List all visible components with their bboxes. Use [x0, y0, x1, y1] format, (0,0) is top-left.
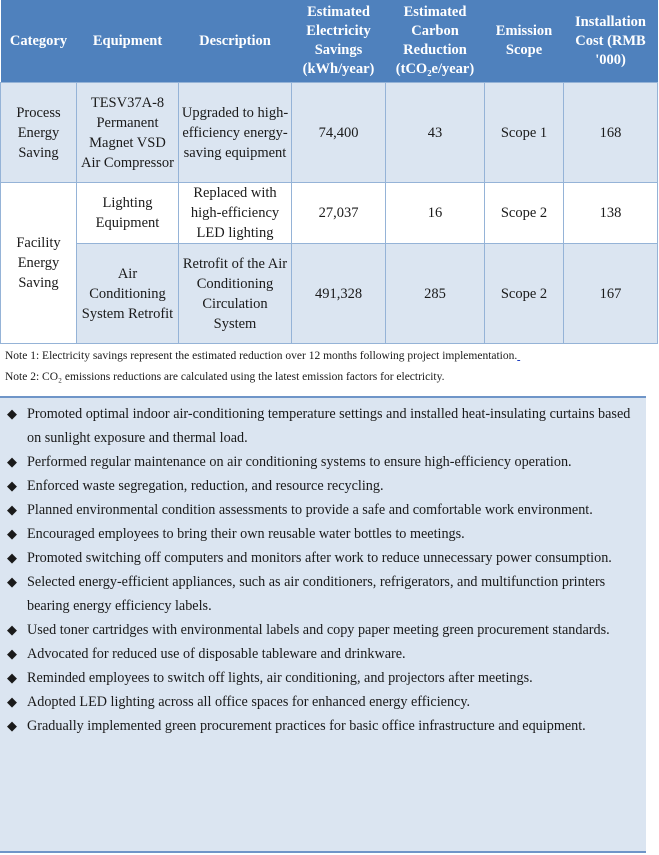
- header-category: Category: [1, 0, 77, 83]
- category-cell: Process Energy Saving: [1, 83, 77, 183]
- list-item-text: Used toner cartridges with environmental labels and copy paper meeting green procurement standards.: [27, 622, 610, 638]
- diamond-bullet-icon: ◆: [7, 406, 17, 421]
- diamond-bullet-icon: ◆: [7, 454, 17, 469]
- diamond-bullet-icon: ◆: [7, 694, 17, 709]
- list-item-text: Planned environmental condition assessments to provide a safe and comfortable work environment.: [27, 502, 593, 518]
- equipment-cell: Air Conditioning System Retrofit: [77, 244, 179, 344]
- list-item-text: Adopted LED lighting across all office spaces for enhanced energy efficiency.: [27, 694, 471, 710]
- header-equipment: Equipment: [77, 0, 179, 83]
- diamond-bullet-icon: ◆: [7, 502, 17, 517]
- list-item: [7, 618, 646, 642]
- diamond-bullet-icon: ◆: [7, 526, 17, 541]
- note-2: Note 2: CO₂ emissions reductions are calculated using the latest emission factors for electricity.: [5, 371, 445, 383]
- list-item: [7, 666, 646, 690]
- list-item-text: Encouraged employees to bring their own reusable water bottles to meetings.: [27, 526, 465, 542]
- initiatives-box: [0, 396, 646, 853]
- electricity-savings-cell: 27,037: [292, 183, 386, 244]
- header-emission-scope: Emission Scope: [485, 0, 564, 83]
- list-item: [7, 450, 646, 474]
- table-row: [1, 83, 658, 183]
- electricity-savings-cell: 74,400: [292, 83, 386, 183]
- installation-cost-cell: 138: [564, 183, 658, 244]
- note-1: [5, 346, 520, 367]
- installation-cost-cell: 168: [564, 83, 658, 183]
- equipment-cell: TESV37A-8 Permanent Magnet VSD Air Compressor: [77, 83, 179, 183]
- list-item: [7, 714, 646, 738]
- diamond-bullet-icon: ◆: [7, 622, 17, 637]
- list-item: [7, 474, 646, 498]
- description-cell: Replaced with high-efficiency LED lighting: [179, 183, 292, 244]
- carbon-reduction-cell: 16: [386, 183, 485, 244]
- diamond-bullet-icon: ◆: [7, 550, 17, 565]
- energy-saving-table: [0, 0, 658, 344]
- installation-cost-cell: 167: [564, 244, 658, 344]
- header-electricity-savings: Estimated Electricity Savings (kWh/year): [292, 0, 386, 83]
- list-item: [7, 690, 646, 714]
- table-header-row: [1, 0, 658, 83]
- description-cell: Upgraded to high-efficiency energy-saving equipment: [179, 83, 292, 183]
- description-cell: Retrofit of the Air Conditioning Circulation System: [179, 244, 292, 344]
- table-notes: [5, 346, 520, 388]
- list-item: [7, 570, 646, 618]
- list-item-text: Promoted switching off computers and monitors after work to reduce unnecessary power consumption.: [27, 550, 612, 566]
- electricity-savings-cell: 491,328: [292, 244, 386, 344]
- diamond-bullet-icon: ◆: [7, 670, 17, 685]
- initiatives-list: [0, 398, 646, 738]
- list-item-text: Performed regular maintenance on air conditioning systems to ensure high-efficiency operation.: [27, 454, 572, 470]
- list-item-text: Gradually implemented green procurement practices for basic office infrastructure and equipment.: [27, 718, 586, 734]
- emission-scope-cell: Scope 2: [485, 244, 564, 344]
- diamond-bullet-icon: ◆: [7, 718, 17, 733]
- diamond-bullet-icon: ◆: [7, 574, 17, 589]
- list-item: [7, 402, 646, 450]
- list-item-text: Advocated for reduced use of disposable tableware and drinkware.: [27, 646, 406, 662]
- table-row: [1, 244, 658, 344]
- carbon-reduction-cell: 285: [386, 244, 485, 344]
- equipment-cell: Lighting Equipment: [77, 183, 179, 244]
- emission-scope-cell: Scope 2: [485, 183, 564, 244]
- diamond-bullet-icon: ◆: [7, 478, 17, 493]
- list-item-text: Promoted optimal indoor air-conditioning temperature settings and installed heat-insulating curtains based on sunlight exposure and thermal load.: [27, 406, 631, 446]
- note-1-underline-mark: [517, 350, 520, 362]
- header-description: Description: [179, 0, 292, 83]
- list-item-text: Reminded employees to switch off lights, air conditioning, and projectors after meetings.: [27, 670, 533, 686]
- header-carbon-reduction: Estimated Carbon Reduction (tCO₂e/year): [386, 0, 485, 83]
- carbon-reduction-cell: 43: [386, 83, 485, 183]
- note-1-text: Note 1: Electricity savings represent the estimated reduction over 12 months following project implementation.: [5, 350, 518, 362]
- list-item: [7, 522, 646, 546]
- emission-scope-cell: Scope 1: [485, 83, 564, 183]
- list-item-text: Selected energy-efficient appliances, such as air conditioners, refrigerators, and multifunction printers bearing energy efficiency labels.: [27, 574, 606, 614]
- category-cell: Facility Energy Saving: [1, 183, 77, 344]
- list-item-text: Enforced waste segregation, reduction, and resource recycling.: [27, 478, 384, 494]
- table-row: [1, 183, 658, 244]
- diamond-bullet-icon: ◆: [7, 646, 17, 661]
- header-installation-cost: Installation Cost (RMB '000): [564, 0, 658, 83]
- list-item: [7, 642, 646, 666]
- list-item: [7, 498, 646, 522]
- list-item: [7, 546, 646, 570]
